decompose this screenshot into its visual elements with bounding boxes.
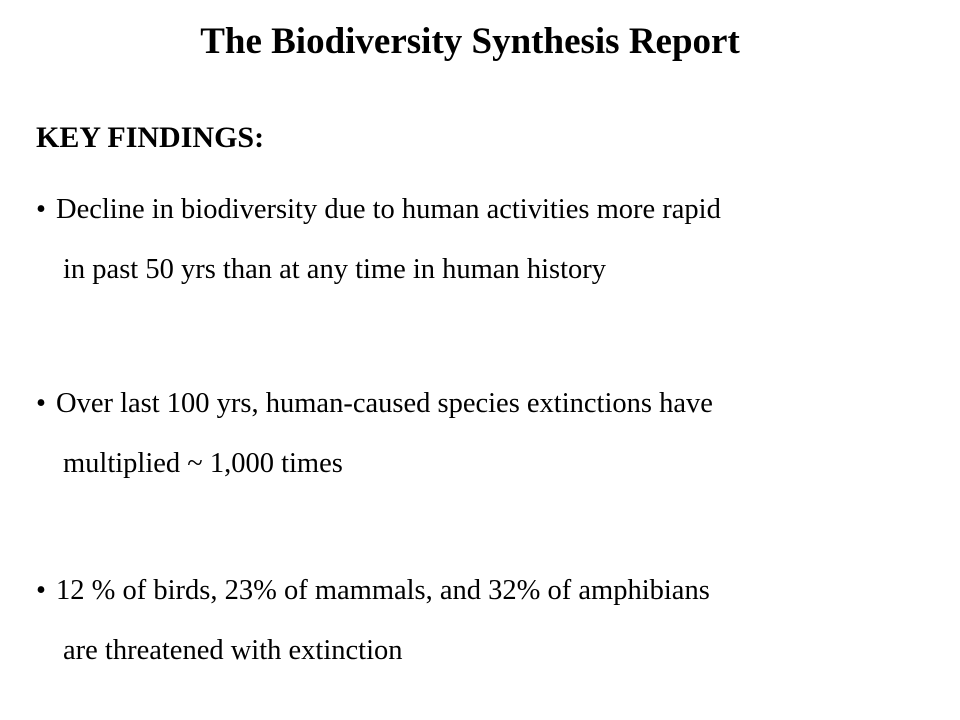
bullet-text: Decline in biodiversity due to human activities more rapid: [56, 194, 721, 225]
bullet-text: Over last 100 yrs, human-caused species extinctions have: [56, 388, 713, 419]
bullet-marker: •: [36, 194, 46, 225]
bullet-line-2: multiplied ~ 1,000 times: [63, 448, 343, 479]
bullet-line-2: are threatened with extinction: [63, 635, 403, 666]
bullet-item-extinctions: [36, 384, 936, 504]
bullet-line-2: in past 50 yrs than at any time in human history: [63, 254, 607, 285]
bullet-text: 12 % of birds, 23% of mammals, and 32% of amphibians: [56, 575, 710, 606]
bullet-line-1: [36, 571, 936, 631]
bullet-item-decline: [36, 190, 936, 310]
bullet-marker: •: [36, 388, 46, 419]
bullet-item-threatened: [36, 571, 936, 691]
slide-title: The Biodiversity Synthesis Report: [200, 21, 740, 62]
bullet-marker: •: [36, 575, 46, 606]
bullet-line-1: [36, 190, 936, 250]
bullet-line-1: [36, 384, 936, 444]
key-findings-heading: KEY FINDINGS:: [36, 121, 265, 154]
